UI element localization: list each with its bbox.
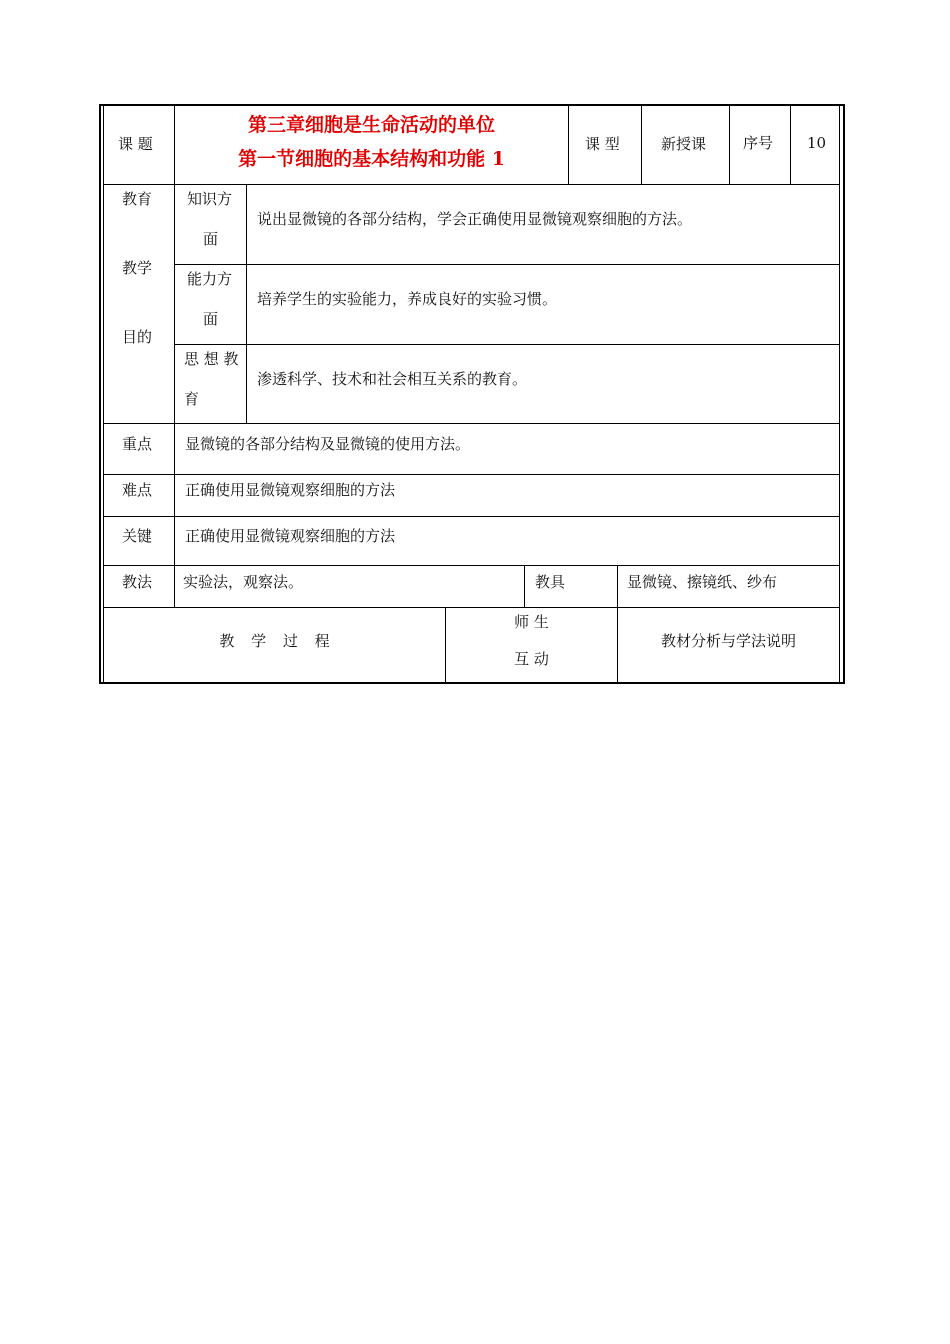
knowledge-label-1: 知识方	[187, 190, 233, 208]
interaction-label-2: 互 动	[514, 650, 549, 668]
crux-text: 正确使用显微镜观察细胞的方法	[185, 527, 396, 545]
course-type-label: 课 型	[585, 135, 620, 153]
analysis-label: 教材分析与学法说明	[660, 632, 796, 650]
method-text: 实验法，观察法。	[183, 573, 304, 591]
method-label: 教法	[122, 573, 153, 591]
process-label: 教 学 过 程	[219, 632, 330, 650]
col-divider-sublabel	[246, 184, 247, 423]
topic-label: 课 题	[118, 135, 153, 153]
table-border-bottom	[99, 682, 845, 684]
difficulty-label: 难点	[122, 481, 153, 499]
row-divider-crux	[103, 565, 840, 566]
col-divider-tools	[617, 565, 618, 682]
col-divider-type-label	[641, 106, 642, 184]
thought-label-1: 思 想 教	[184, 350, 239, 368]
interaction-label-1: 师 生	[514, 613, 549, 631]
row-divider-ability	[174, 344, 840, 345]
difficulty-text: 正确使用显微镜观察细胞的方法	[185, 481, 396, 499]
col-divider-method	[524, 565, 525, 607]
table-border-left-outer	[99, 104, 101, 684]
row-divider-method	[103, 607, 840, 608]
crux-label: 关键	[122, 527, 153, 545]
table-border-right-outer	[843, 104, 845, 684]
key-point-text: 显微镜的各部分结构及显微镜的使用方法。	[185, 435, 471, 453]
goals-label-3: 目的	[122, 328, 153, 346]
thought-label-2: 育	[184, 390, 200, 408]
col-divider-title	[568, 106, 569, 184]
col-divider-label	[174, 106, 175, 607]
ability-text: 培养学生的实验能力，养成良好的实验习惯。	[257, 290, 558, 308]
goals-label-1: 教育	[122, 190, 153, 208]
tools-label: 教具	[535, 573, 566, 591]
ability-label-1: 能力方	[187, 270, 233, 288]
sequence-value: 10	[807, 134, 827, 152]
col-divider-number	[790, 106, 791, 184]
tools-text: 显微镜、擦镜纸、纱布	[627, 573, 778, 591]
table-border-left-inner	[103, 106, 104, 683]
lesson-title-line-2: 第一节细胞的基本结构和功能 1	[238, 148, 505, 170]
thought-text: 渗透科学、技术和社会相互关系的教育。	[257, 370, 528, 388]
goals-label-2: 教学	[122, 259, 153, 277]
sequence-label: 序号	[743, 134, 774, 152]
row-divider-difficulty	[103, 516, 840, 517]
table-border-right-inner	[839, 106, 840, 683]
col-divider-type-value	[729, 106, 730, 184]
row-divider-goals	[103, 423, 840, 424]
row-divider-knowledge	[174, 264, 840, 265]
ability-label-2: 面	[203, 310, 219, 328]
lesson-title-line-1: 第三章细胞是生命活动的单位	[247, 114, 495, 136]
table-border-top	[99, 104, 845, 106]
knowledge-text: 说出显微镜的各部分结构，学会正确使用显微镜观察细胞的方法。	[257, 210, 693, 228]
row-divider-header	[103, 184, 840, 185]
row-divider-keypoint	[103, 474, 840, 475]
knowledge-label-2: 面	[203, 230, 219, 248]
key-point-label: 重点	[122, 435, 153, 453]
course-type-value: 新授课	[661, 135, 707, 153]
